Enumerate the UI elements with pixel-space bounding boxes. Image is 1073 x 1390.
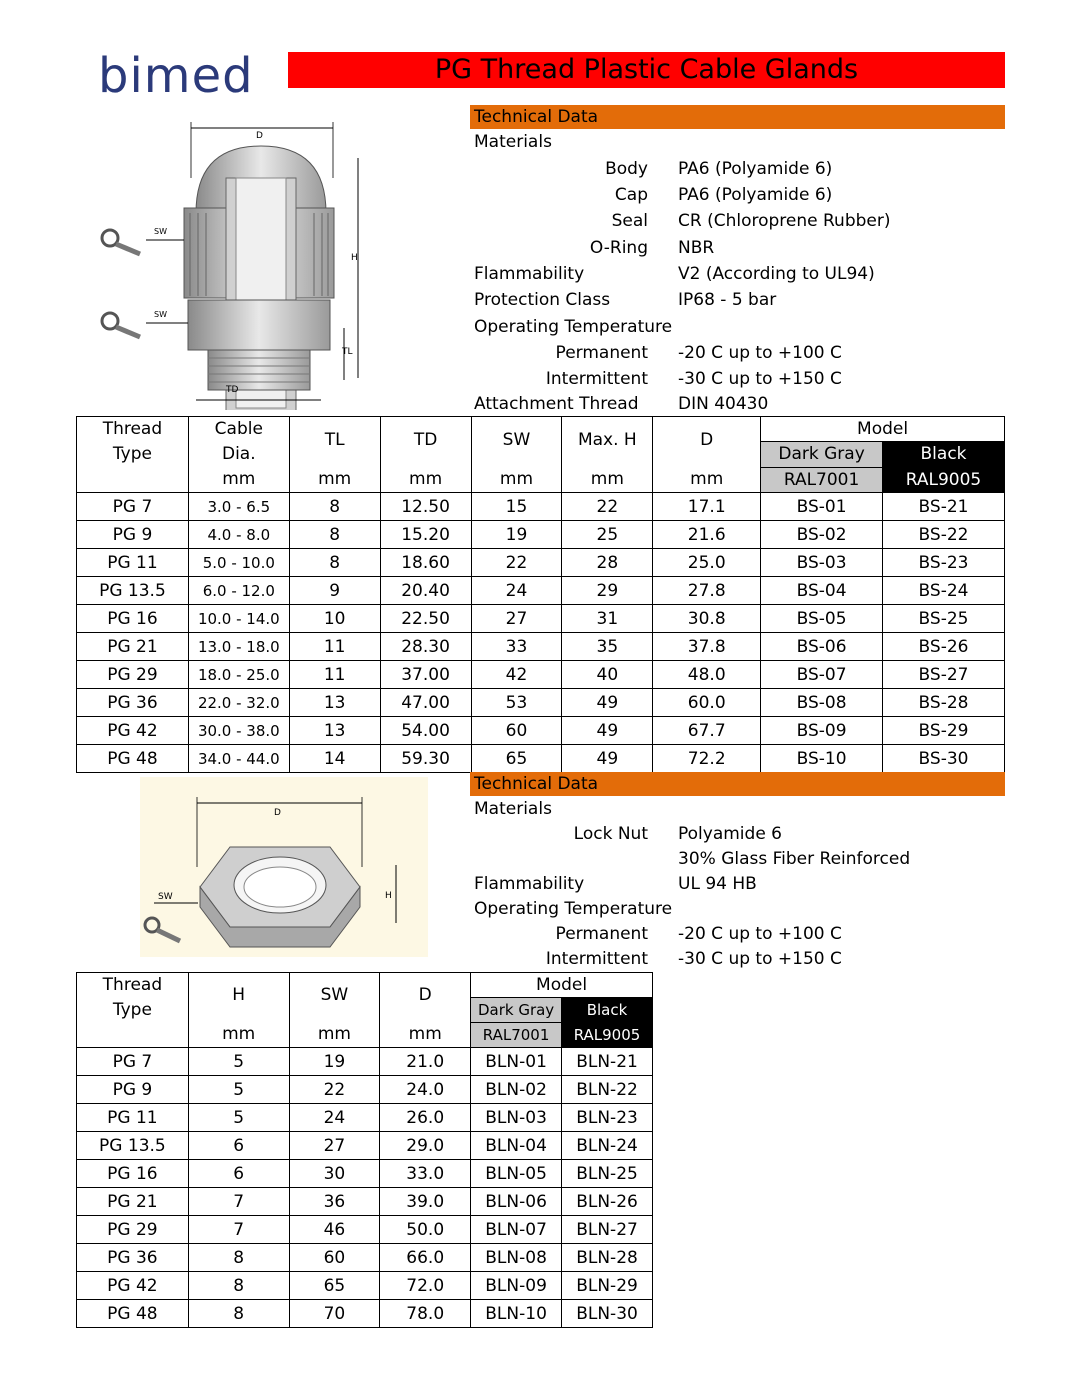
- cable-gland-drawing: [96, 118, 371, 410]
- table-cell: BLN-29: [562, 1272, 653, 1300]
- table-cell: BS-08: [761, 689, 883, 717]
- table-cell: PG 48: [77, 745, 189, 773]
- spec-value: NBR: [678, 238, 715, 258]
- table-cell: 24: [289, 1104, 380, 1132]
- table-cell: 8: [289, 493, 380, 521]
- locknut-spec-block: [470, 797, 1005, 977]
- table-cell: 3.0 - 6.5: [188, 493, 289, 521]
- spec-label: Permanent: [555, 343, 648, 363]
- table-cell: 22.0 - 32.0: [188, 689, 289, 717]
- table-cell: 30.0 - 38.0: [188, 717, 289, 745]
- table-cell: 35: [562, 633, 653, 661]
- table-cell: 21.0: [380, 1048, 471, 1076]
- table-row: [77, 605, 1005, 633]
- table-cell: 60: [471, 717, 562, 745]
- spec-label: Protection Class: [474, 290, 611, 310]
- dim-label-tl: TL: [342, 347, 353, 357]
- table-cell: BLN-26: [562, 1188, 653, 1216]
- table-cell: 7: [188, 1188, 289, 1216]
- spec-label: Body: [605, 159, 648, 179]
- table-row: [77, 1300, 653, 1328]
- table-cell: 33.0: [380, 1160, 471, 1188]
- dim-label-d: D: [256, 131, 263, 141]
- table-cell: 47.00: [380, 689, 471, 717]
- table-cell: 49: [562, 689, 653, 717]
- table-row: [77, 661, 1005, 689]
- table-cell: BLN-23: [562, 1104, 653, 1132]
- nut-dim-label-h: H: [385, 891, 392, 901]
- table-cell: 67.7: [653, 717, 761, 745]
- table-cell: 65: [471, 745, 562, 773]
- table-cell: 5.0 - 10.0: [188, 549, 289, 577]
- table-cell: PG 7: [77, 1048, 189, 1076]
- spec-value: Polyamide 6: [678, 824, 783, 844]
- table-cell: BLN-08: [471, 1244, 562, 1272]
- table-row: [77, 1160, 653, 1188]
- table-cell: 33: [471, 633, 562, 661]
- table-cell: 19: [471, 521, 562, 549]
- table-cell: BS-23: [883, 549, 1005, 577]
- col-header-black: Black: [883, 442, 1005, 467]
- table-row: [77, 1216, 653, 1244]
- spec-value: IP68 - 5 bar: [678, 290, 777, 310]
- table-cell: 30.8: [653, 605, 761, 633]
- table-cell: 25: [562, 521, 653, 549]
- table-cell: 49: [562, 745, 653, 773]
- table-cell: 21.6: [653, 521, 761, 549]
- table-cell: 6: [188, 1132, 289, 1160]
- table-cell: PG 9: [77, 1076, 189, 1104]
- table-cell: 54.00: [380, 717, 471, 745]
- table-cell: BLN-09: [471, 1272, 562, 1300]
- nut-dim-label-sw: SW: [158, 892, 173, 902]
- table-cell: 6.0 - 12.0: [188, 577, 289, 605]
- spec-value: CR (Chloroprene Rubber): [678, 211, 891, 231]
- table-cell: PG 11: [77, 1104, 189, 1132]
- table-cell: PG 42: [77, 717, 189, 745]
- nut-col-header-black-ral: RAL9005: [562, 1023, 653, 1048]
- table-cell: BS-04: [761, 577, 883, 605]
- table-cell: BS-03: [761, 549, 883, 577]
- nut-col-header-dark-gray-ral: RAL7001: [471, 1023, 562, 1048]
- table-cell: 27: [289, 1132, 380, 1160]
- table-cell: BS-22: [883, 521, 1005, 549]
- col-header-model: Model: [761, 417, 1005, 442]
- table-cell: 59.30: [380, 745, 471, 773]
- table-row: [77, 689, 1005, 717]
- table-cell: BS-24: [883, 577, 1005, 605]
- table-cell: 22.50: [380, 605, 471, 633]
- table-cell: 28: [562, 549, 653, 577]
- col-header-cable: Cable Dia. mm: [188, 417, 289, 493]
- spec-value: DIN 40430: [678, 394, 769, 414]
- table-cell: 48.0: [653, 661, 761, 689]
- table-cell: PG 29: [77, 661, 189, 689]
- col-header-tl: TL mm: [289, 417, 380, 493]
- table-cell: BS-09: [761, 717, 883, 745]
- table-cell: 78.0: [380, 1300, 471, 1328]
- table-row: [77, 1132, 653, 1160]
- spec-value: -30 C up to +150 C: [678, 369, 842, 389]
- table-row: [77, 1272, 653, 1300]
- table-cell: PG 36: [77, 1244, 189, 1272]
- dim-label-sw-body: SW: [154, 310, 167, 319]
- table-cell: 6: [188, 1160, 289, 1188]
- table-cell: BS-07: [761, 661, 883, 689]
- table-cell: PG 16: [77, 605, 189, 633]
- table-cell: BS-25: [883, 605, 1005, 633]
- spec-value: PA6 (Polyamide 6): [678, 185, 833, 205]
- table-cell: 15.20: [380, 521, 471, 549]
- table-cell: 8: [289, 549, 380, 577]
- table-cell: BS-27: [883, 661, 1005, 689]
- table-row: [77, 521, 1005, 549]
- table-cell: PG 29: [77, 1216, 189, 1244]
- col-header-black-ral: RAL9005: [883, 467, 1005, 492]
- wrench-icon: [102, 313, 140, 337]
- table-cell: BS-02: [761, 521, 883, 549]
- gland-materials-label: Materials: [474, 132, 552, 152]
- table-cell: BLN-05: [471, 1160, 562, 1188]
- table-cell: BLN-03: [471, 1104, 562, 1132]
- table-row: [77, 549, 1005, 577]
- nut-col-header-d: D mm: [380, 973, 471, 1048]
- locknut-technical-data-header: Technical Data: [470, 772, 1005, 796]
- table-cell: 8: [289, 521, 380, 549]
- table-cell: 72.0: [380, 1272, 471, 1300]
- table-row: [77, 577, 1005, 605]
- table-cell: 9: [289, 577, 380, 605]
- table-cell: 5: [188, 1104, 289, 1132]
- spec-label: Operating Temperature: [474, 899, 673, 919]
- table-cell: 40: [562, 661, 653, 689]
- table-cell: 24.0: [380, 1076, 471, 1104]
- table-cell: 70: [289, 1300, 380, 1328]
- table-cell: PG 36: [77, 689, 189, 717]
- table-row: [77, 717, 1005, 745]
- spec-label: Flammability: [474, 874, 585, 894]
- lock-nut-table: [76, 972, 653, 1328]
- table-cell: 11: [289, 633, 380, 661]
- table-cell: 8: [188, 1244, 289, 1272]
- table-cell: 26.0: [380, 1104, 471, 1132]
- spec-value: 30% Glass Fiber Reinforced: [678, 849, 911, 869]
- table-cell: 39.0: [380, 1188, 471, 1216]
- spec-value: V2 (According to UL94): [678, 264, 875, 284]
- table-cell: 34.0 - 44.0: [188, 745, 289, 773]
- col-header-d: D mm: [653, 417, 761, 493]
- table-cell: PG 7: [77, 493, 189, 521]
- table-cell: BLN-27: [562, 1216, 653, 1244]
- table-cell: BS-26: [883, 633, 1005, 661]
- wrench-icon: [102, 230, 140, 254]
- table-cell: 13.0 - 18.0: [188, 633, 289, 661]
- table-cell: 49: [562, 717, 653, 745]
- table-cell: 72.2: [653, 745, 761, 773]
- table-row: [77, 493, 1005, 521]
- table-cell: BLN-04: [471, 1132, 562, 1160]
- table-cell: BLN-01: [471, 1048, 562, 1076]
- table-cell: 42: [471, 661, 562, 689]
- table-cell: BLN-22: [562, 1076, 653, 1104]
- table-cell: BS-21: [883, 493, 1005, 521]
- table-cell: 18.0 - 25.0: [188, 661, 289, 689]
- spec-label: Seal: [611, 211, 648, 231]
- table-cell: 5: [188, 1076, 289, 1104]
- spec-value: PA6 (Polyamide 6): [678, 159, 833, 179]
- table-cell: 12.50: [380, 493, 471, 521]
- spec-label: Lock Nut: [573, 824, 648, 844]
- table-cell: PG 21: [77, 633, 189, 661]
- table-cell: 30: [289, 1160, 380, 1188]
- table-cell: 65: [289, 1272, 380, 1300]
- table-cell: 66.0: [380, 1244, 471, 1272]
- nut-col-header-dark-gray: Dark Gray: [471, 998, 562, 1023]
- table-cell: 36: [289, 1188, 380, 1216]
- table-cell: BS-10: [761, 745, 883, 773]
- spec-label: Operating Temperature: [474, 317, 673, 337]
- spec-label: Intermittent: [545, 369, 648, 389]
- nut-dim-label-d: D: [274, 808, 281, 818]
- table-cell: PG 13.5: [77, 1132, 189, 1160]
- table-cell: BLN-21: [562, 1048, 653, 1076]
- table-cell: 37.8: [653, 633, 761, 661]
- col-header-td: TD mm: [380, 417, 471, 493]
- table-row: [77, 1104, 653, 1132]
- table-cell: 53: [471, 689, 562, 717]
- table-cell: PG 13.5: [77, 577, 189, 605]
- table-cell: 22: [562, 493, 653, 521]
- table-cell: 25.0: [653, 549, 761, 577]
- nut-col-header-model: Model: [471, 973, 653, 998]
- col-header-dark-gray: Dark Gray: [761, 442, 883, 467]
- table-cell: BLN-10: [471, 1300, 562, 1328]
- table-cell: 7: [188, 1216, 289, 1244]
- table-cell: BLN-06: [471, 1188, 562, 1216]
- table-cell: BLN-07: [471, 1216, 562, 1244]
- table-row: [77, 1048, 653, 1076]
- table-cell: PG 16: [77, 1160, 189, 1188]
- table-cell: BLN-28: [562, 1244, 653, 1272]
- table-cell: 24: [471, 577, 562, 605]
- table-cell: BS-30: [883, 745, 1005, 773]
- table-cell: BLN-30: [562, 1300, 653, 1328]
- nut-col-header-thread: Thread Type: [77, 973, 189, 1048]
- table-cell: BLN-24: [562, 1132, 653, 1160]
- table-cell: BLN-25: [562, 1160, 653, 1188]
- table-cell: 4.0 - 8.0: [188, 521, 289, 549]
- table-cell: 31: [562, 605, 653, 633]
- table-cell: BS-01: [761, 493, 883, 521]
- table-cell: 46: [289, 1216, 380, 1244]
- spec-label: Cap: [614, 185, 648, 205]
- table-cell: 29: [562, 577, 653, 605]
- table-cell: PG 42: [77, 1272, 189, 1300]
- nut-col-header-black: Black: [562, 998, 653, 1023]
- table-cell: BS-05: [761, 605, 883, 633]
- table-cell: 19: [289, 1048, 380, 1076]
- table-cell: 29.0: [380, 1132, 471, 1160]
- table-cell: BS-28: [883, 689, 1005, 717]
- table-cell: 27.8: [653, 577, 761, 605]
- table-cell: PG 21: [77, 1188, 189, 1216]
- table-cell: 13: [289, 717, 380, 745]
- spec-label: Intermittent: [545, 949, 648, 969]
- lock-nut-drawing: [140, 777, 428, 957]
- gland-spec-block: [470, 129, 1005, 419]
- bimed-logo: bimed: [98, 48, 254, 104]
- spec-value: -20 C up to +100 C: [678, 343, 842, 363]
- spec-label: Permanent: [555, 924, 648, 944]
- gland-technical-data-header: Technical Data: [470, 105, 1005, 129]
- spec-label: Flammability: [474, 264, 585, 284]
- table-cell: 10.0 - 14.0: [188, 605, 289, 633]
- table-row: [77, 745, 1005, 773]
- col-header-maxh: Max. H mm: [562, 417, 653, 493]
- table-cell: BS-06: [761, 633, 883, 661]
- spec-value: -20 C up to +100 C: [678, 924, 842, 944]
- table-row: [77, 633, 1005, 661]
- table-cell: 13: [289, 689, 380, 717]
- col-header-thread: Thread Type: [77, 417, 189, 493]
- table-cell: 5: [188, 1048, 289, 1076]
- table-row: [77, 1244, 653, 1272]
- table-cell: 60.0: [653, 689, 761, 717]
- table-cell: 37.00: [380, 661, 471, 689]
- spec-value: UL 94 HB: [678, 874, 757, 894]
- locknut-materials-label: Materials: [474, 799, 552, 819]
- dim-label-sw-cap: SW: [154, 227, 167, 236]
- table-cell: 17.1: [653, 493, 761, 521]
- table-row: [77, 1188, 653, 1216]
- table-cell: 20.40: [380, 577, 471, 605]
- nut-col-header-h: H mm: [188, 973, 289, 1048]
- spec-label: O-Ring: [589, 238, 648, 258]
- table-cell: 8: [188, 1300, 289, 1328]
- cable-gland-table: [76, 416, 1005, 773]
- table-cell: 22: [289, 1076, 380, 1104]
- table-cell: 8: [188, 1272, 289, 1300]
- table-cell: 28.30: [380, 633, 471, 661]
- dim-label-h: H: [351, 253, 358, 263]
- table-cell: 27: [471, 605, 562, 633]
- table-cell: 10: [289, 605, 380, 633]
- spec-value: -30 C up to +150 C: [678, 949, 842, 969]
- table-cell: BLN-02: [471, 1076, 562, 1104]
- spec-label: Attachment Thread: [474, 394, 639, 414]
- table-cell: 14: [289, 745, 380, 773]
- table-cell: PG 11: [77, 549, 189, 577]
- table-row: [77, 1076, 653, 1104]
- table-cell: 60: [289, 1244, 380, 1272]
- table-cell: BS-29: [883, 717, 1005, 745]
- table-cell: 11: [289, 661, 380, 689]
- table-cell: 22: [471, 549, 562, 577]
- table-cell: 50.0: [380, 1216, 471, 1244]
- nut-col-header-sw: SW mm: [289, 973, 380, 1048]
- col-header-sw: SW mm: [471, 417, 562, 493]
- table-cell: PG 9: [77, 521, 189, 549]
- col-header-dark-gray-ral: RAL7001: [761, 467, 883, 492]
- table-cell: PG 48: [77, 1300, 189, 1328]
- dim-label-td: TD: [226, 385, 239, 395]
- table-cell: 15: [471, 493, 562, 521]
- page-title: PG Thread Plastic Cable Glands: [288, 52, 1005, 88]
- table-cell: 18.60: [380, 549, 471, 577]
